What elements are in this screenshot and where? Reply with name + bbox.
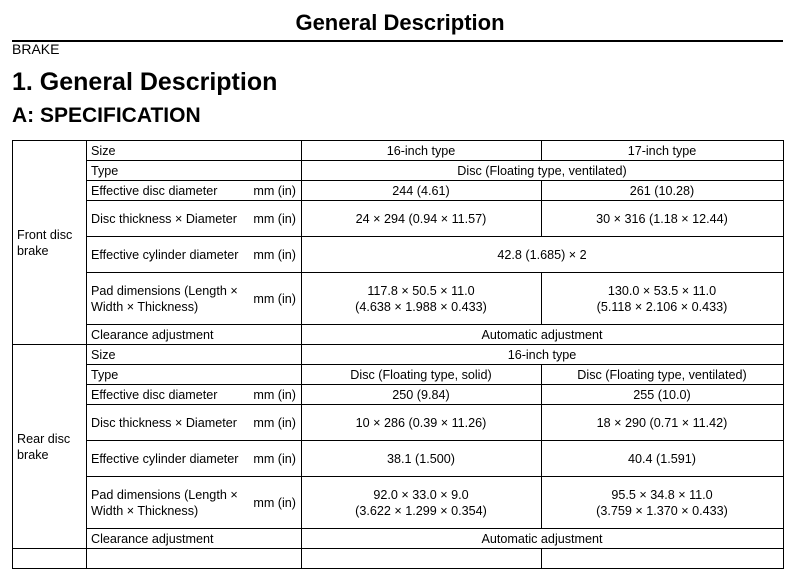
table-row (13, 141, 784, 161)
table-cell (87, 549, 302, 569)
unit-text: mm (in) (253, 415, 296, 430)
value-cell: 261 (10.28) (542, 181, 784, 201)
value-cell: 16-inch type (302, 141, 542, 161)
unit-text: mm (in) (253, 291, 296, 306)
section-label: BRAKE (12, 41, 60, 57)
value-line: (3.759 × 1.370 × 0.433) (596, 503, 728, 518)
param-label (87, 477, 302, 529)
value-cell: 250 (9.84) (302, 385, 542, 405)
value-cell: 18 × 290 (0.71 × 11.42) (542, 405, 784, 441)
param-text: Effective cylinder diameter (91, 451, 239, 466)
param-label (87, 201, 302, 237)
param-text: Effective disc diameter (91, 183, 218, 198)
value-cell: 40.4 (1.591) (542, 441, 784, 477)
value-line: 130.0 × 53.5 × 11.0 (607, 283, 717, 298)
table-row (13, 529, 784, 549)
unit-text: mm (in) (253, 495, 296, 510)
param-text: Disc thickness × Diameter (91, 211, 237, 226)
param-label (87, 237, 302, 273)
table-row (13, 405, 784, 441)
table-cell (302, 549, 542, 569)
value-line: (4.638 × 1.988 × 0.433) (355, 299, 487, 314)
param-label: Type (87, 365, 302, 385)
value-cell: 255 (10.0) (542, 385, 784, 405)
value-cell (302, 273, 542, 325)
unit-text: mm (in) (253, 451, 296, 466)
heading-general-description: 1. General Description (12, 68, 278, 96)
table-row (13, 273, 784, 325)
value-cell: 244 (4.61) (302, 181, 542, 201)
param-text: Pad dimensions (Length × Width × Thickness) (91, 487, 238, 518)
page-title: General Description (295, 10, 505, 35)
value-cell: Disc (Floating type, solid) (302, 365, 542, 385)
value-cell (302, 477, 542, 529)
unit-text: mm (in) (253, 183, 296, 198)
value-cell: Automatic adjustment (302, 529, 784, 549)
table-row (13, 325, 784, 345)
value-cell: 17-inch type (542, 141, 784, 161)
param-text: Disc thickness × Diameter (91, 415, 237, 430)
table-row (13, 237, 784, 273)
value-cell: 30 × 316 (1.18 × 12.44) (542, 201, 784, 237)
unit-text: mm (in) (253, 387, 296, 402)
group-label-rear: Rear disc brake (13, 345, 87, 549)
value-cell: Automatic adjustment (302, 325, 784, 345)
table-row (13, 441, 784, 477)
value-line: 95.5 × 34.8 × 11.0 (611, 487, 713, 502)
value-cell: 10 × 286 (0.39 × 11.26) (302, 405, 542, 441)
param-text: Effective cylinder diameter (91, 247, 239, 262)
param-text: Pad dimensions (Length × Width × Thickness) (91, 283, 238, 314)
value-cell: Disc (Floating type, ventilated) (302, 161, 784, 181)
group-label-front: Front disc brake (13, 141, 87, 345)
value-line: 117.8 × 50.5 × 11.0 (367, 283, 475, 298)
param-label (87, 273, 302, 325)
table-cell (542, 549, 784, 569)
value-cell: Disc (Floating type, ventilated) (542, 365, 784, 385)
specification-table (12, 140, 784, 569)
value-line: 92.0 × 33.0 × 9.0 (373, 487, 469, 502)
table-row (13, 201, 784, 237)
param-label: Clearance adjustment (87, 529, 302, 549)
value-cell: 42.8 (1.685) × 2 (302, 237, 784, 273)
header-divider (12, 40, 783, 42)
table-row-cutoff (13, 549, 784, 569)
unit-text: mm (in) (253, 247, 296, 262)
table-cell (13, 549, 87, 569)
table-row (13, 345, 784, 365)
param-label (87, 441, 302, 477)
table-row (13, 477, 784, 529)
value-cell: 24 × 294 (0.94 × 11.57) (302, 201, 542, 237)
value-cell: 16-inch type (302, 345, 784, 365)
param-label: Size (87, 345, 302, 365)
param-label (87, 385, 302, 405)
value-cell (542, 477, 784, 529)
table-row (13, 181, 784, 201)
value-line: (3.622 × 1.299 × 0.354) (355, 503, 487, 518)
param-label (87, 181, 302, 201)
param-label: Type (87, 161, 302, 181)
param-text: Effective disc diameter (91, 387, 218, 402)
value-cell (542, 273, 784, 325)
unit-text: mm (in) (253, 211, 296, 226)
param-label (87, 405, 302, 441)
value-line: (5.118 × 2.106 × 0.433) (596, 299, 728, 314)
table-row (13, 365, 784, 385)
table-row (13, 385, 784, 405)
value-cell: 38.1 (1.500) (302, 441, 542, 477)
param-label: Size (87, 141, 302, 161)
heading-specification: A: SPECIFICATION (12, 104, 201, 127)
param-label: Clearance adjustment (87, 325, 302, 345)
table-row (13, 161, 784, 181)
